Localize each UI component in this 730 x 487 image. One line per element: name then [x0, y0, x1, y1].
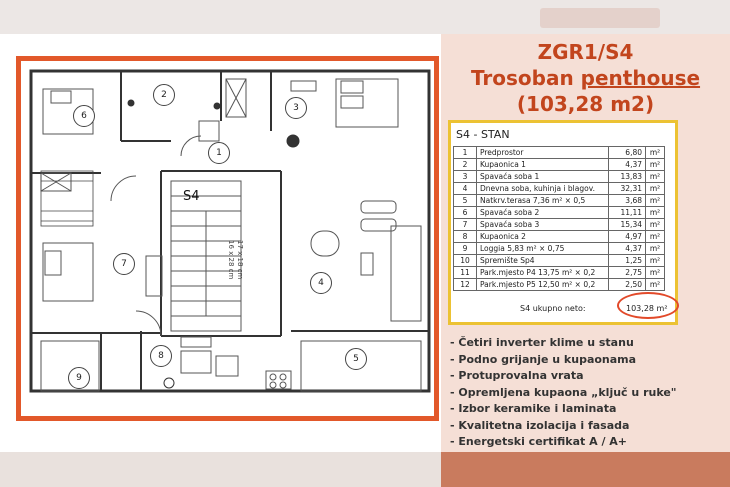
room-number-5: 5 — [345, 348, 367, 370]
building-unit-title: ZGR1/S4 — [537, 40, 634, 64]
feature-item: - Kvalitetna izolacija i fasada — [450, 418, 630, 432]
room-unit-cell: m² — [646, 195, 665, 207]
room-name-cell: Kupaonica 1 — [477, 159, 609, 171]
feature-item: - Opremljena kupaona „ključ u ruke" — [450, 385, 677, 399]
room-area-cell: 13,83 — [609, 171, 646, 183]
room-name-cell: Dnevna soba, kuhinja i blagov. — [477, 183, 609, 195]
top-ghost-title — [540, 8, 660, 28]
room-unit-cell: m² — [646, 147, 665, 159]
room-number-6: 6 — [73, 105, 95, 127]
room-area-cell: 2,50 — [609, 279, 646, 291]
room-name-cell: Spavaća soba 1 — [477, 171, 609, 183]
unit-label: S4 — [183, 189, 200, 204]
room-number-cell: 7 — [454, 219, 477, 231]
room-unit-cell: m² — [646, 219, 665, 231]
room-number-4: 4 — [310, 272, 332, 294]
room-unit-cell: m² — [646, 159, 665, 171]
room-area-cell: 4,37 — [609, 159, 646, 171]
table-row — [454, 219, 665, 231]
feature-list — [450, 335, 677, 451]
bottom-backdrop-left — [0, 452, 441, 487]
room-number-cell: 12 — [454, 279, 477, 291]
room-unit-cell: m² — [646, 255, 665, 267]
room-number-3: 3 — [285, 97, 307, 119]
room-number-cell: 10 — [454, 255, 477, 267]
stair-dimension-b: 16 x 28 cm — [227, 240, 235, 280]
room-unit-cell: m² — [646, 243, 665, 255]
table-row — [454, 243, 665, 255]
room-number-2: 2 — [153, 84, 175, 106]
room-unit-cell: m² — [646, 171, 665, 183]
room-area-cell: 3,68 — [609, 195, 646, 207]
table-row — [454, 267, 665, 279]
feature-item: - Izbor keramike i laminata — [450, 402, 617, 415]
room-area-cell: 2,75 — [609, 267, 646, 279]
room-unit-cell: m² — [646, 279, 665, 291]
room-area-cell: 32,31 — [609, 183, 646, 195]
room-number-cell: 11 — [454, 267, 477, 279]
room-number-cell: 9 — [454, 243, 477, 255]
table-row — [454, 195, 665, 207]
type-underlined: penthouse — [580, 66, 701, 90]
room-number-cell: 1 — [454, 147, 477, 159]
feature-item: - Protuprovalna vrata — [450, 369, 584, 382]
apartment-type-title — [441, 66, 730, 90]
room-area-cell: 1,25 — [609, 255, 646, 267]
total-value: 103,28 m² — [626, 304, 668, 313]
room-name-cell: Spavaća soba 2 — [477, 207, 609, 219]
room-number-8: 8 — [150, 345, 172, 367]
room-unit-cell: m² — [646, 183, 665, 195]
room-area-cell: 4,37 — [609, 243, 646, 255]
room-unit-cell: m² — [646, 267, 665, 279]
room-table-heading: S4 - STAN — [456, 128, 510, 141]
table-row — [454, 279, 665, 291]
table-row — [454, 183, 665, 195]
room-name-cell: Park.mjesto P4 13,75 m² × 0,2 — [477, 267, 609, 279]
room-number-cell: 5 — [454, 195, 477, 207]
room-number-cell: 4 — [454, 183, 477, 195]
room-name-cell: Predprostor — [477, 147, 609, 159]
room-area-cell: 11,11 — [609, 207, 646, 219]
table-row — [454, 171, 665, 183]
total-highlight-circle — [617, 292, 679, 319]
room-area-cell: 15,34 — [609, 219, 646, 231]
room-number-cell: 6 — [454, 207, 477, 219]
room-name-cell: Spremište Sp4 — [477, 255, 609, 267]
table-row — [454, 255, 665, 267]
room-area-cell: 6,80 — [609, 147, 646, 159]
room-name-cell: Kupaonica 2 — [477, 231, 609, 243]
table-row — [454, 159, 665, 171]
total-label: S4 ukupno neto: — [520, 304, 586, 313]
room-number-9: 9 — [68, 367, 90, 389]
table-row — [454, 147, 665, 159]
room-number-cell: 3 — [454, 171, 477, 183]
table-row — [454, 207, 665, 219]
feature-item: - Energetski certifikat A / A+ — [450, 435, 628, 448]
room-name-cell: Loggia 5,83 m² × 0,75 — [477, 243, 609, 255]
apartment-area-title: (103,28 m2) — [516, 92, 655, 116]
room-table — [453, 146, 665, 291]
room-name-cell: Park.mjesto P5 12,50 m² × 0,2 — [477, 279, 609, 291]
stair-dimension-a: 17 x 18 cm — [236, 240, 244, 280]
room-unit-cell: m² — [646, 207, 665, 219]
feature-item: - Četiri inverter klime u stanu — [450, 336, 634, 349]
type-prefix: Trosoban — [470, 66, 581, 90]
room-area-cell: 4,97 — [609, 231, 646, 243]
room-unit-cell: m² — [646, 231, 665, 243]
table-row — [454, 231, 665, 243]
room-name-cell: Natkrv.terasa 7,36 m² × 0,5 — [477, 195, 609, 207]
room-name-cell: Spavaća soba 3 — [477, 219, 609, 231]
room-number-cell: 8 — [454, 231, 477, 243]
room-number-7: 7 — [113, 253, 135, 275]
feature-item: - Podno grijanje u kupaonama — [450, 352, 637, 366]
room-number-1: 1 — [208, 142, 230, 164]
room-number-cell: 2 — [454, 159, 477, 171]
